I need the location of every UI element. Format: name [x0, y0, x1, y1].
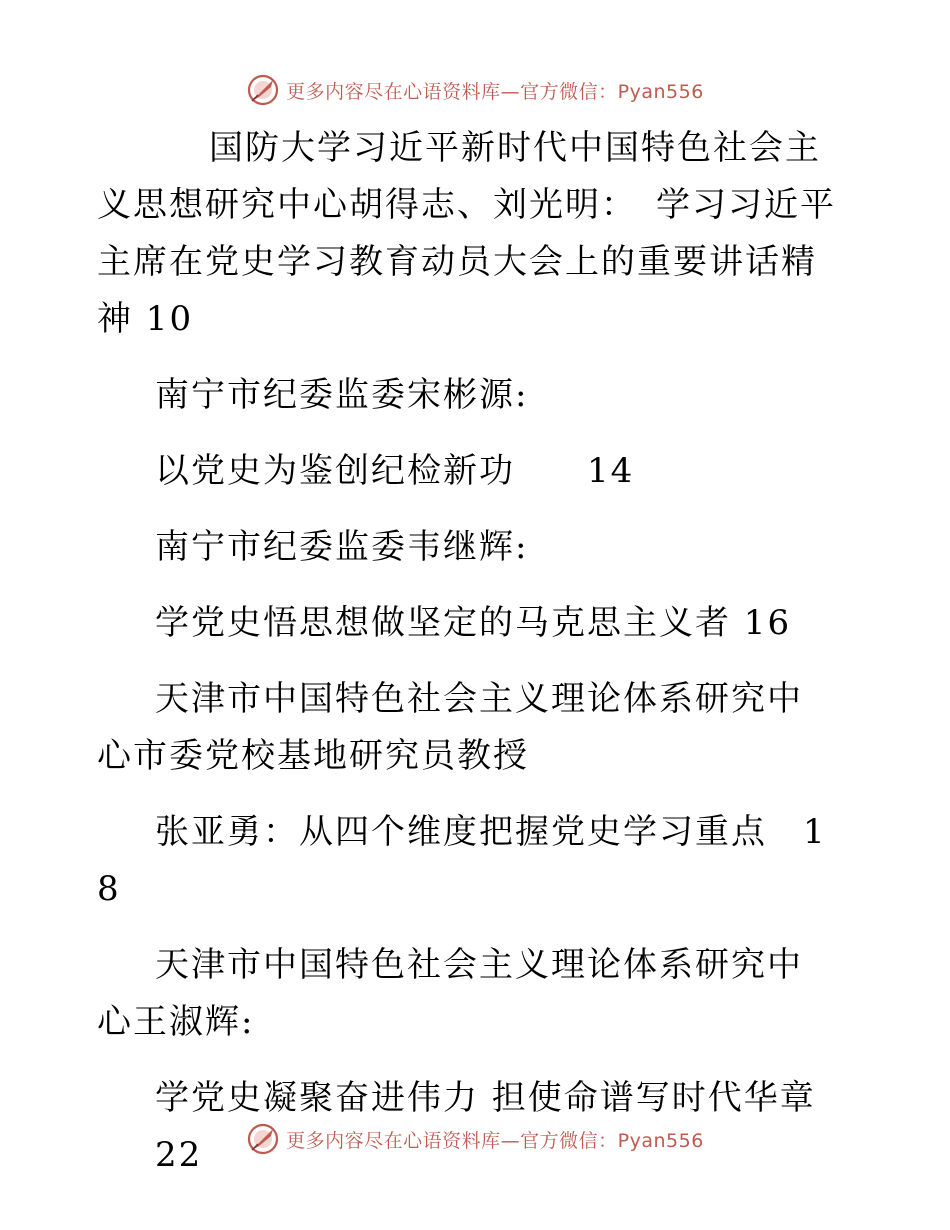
toc-line: 国防大学习近平新时代中国特色社会主义思想研究中心胡得志、刘光明： 学习习近平主席在党史学习教育动员大会上的重要讲话精神 10: [97, 128, 836, 339]
toc-line: 张亚勇：从四个维度把握党史学习重点 18: [97, 812, 827, 909]
toc-line: 天津市中国特色社会主义理论体系研究中心市委党校基地研究员教授: [97, 679, 803, 776]
toc-content: [97, 120, 837, 1184]
footer-banner-text: 更多内容尽在心语资料库—官方微信：Pyan556: [286, 1129, 704, 1152]
toc-line: 天津市中国特色社会主义理论体系研究中心王淑辉:: [97, 945, 803, 1042]
toc-page-number: 22: [155, 1135, 203, 1175]
quill-pen-logo-icon: [246, 1122, 280, 1156]
footer-watermark-banner: [0, 1119, 950, 1159]
toc-line: 学党史凝聚奋进伟力 担使命谱写时代华章: [155, 1078, 816, 1118]
header-banner-text: 更多内容尽在心语资料库—官方微信：Pyan556: [286, 80, 704, 103]
toc-line: 南宁市纪委监委韦继辉:: [155, 527, 529, 567]
toc-line: 以党史为鉴创纪检新功 14: [155, 451, 635, 491]
toc-line: 学党史悟思想做坚定的马克思主义者 16: [155, 603, 792, 643]
quill-pen-logo-icon: [246, 73, 280, 107]
header-watermark-banner: [0, 70, 950, 110]
toc-line: 南宁市纪委监委宋彬源:: [155, 375, 529, 415]
